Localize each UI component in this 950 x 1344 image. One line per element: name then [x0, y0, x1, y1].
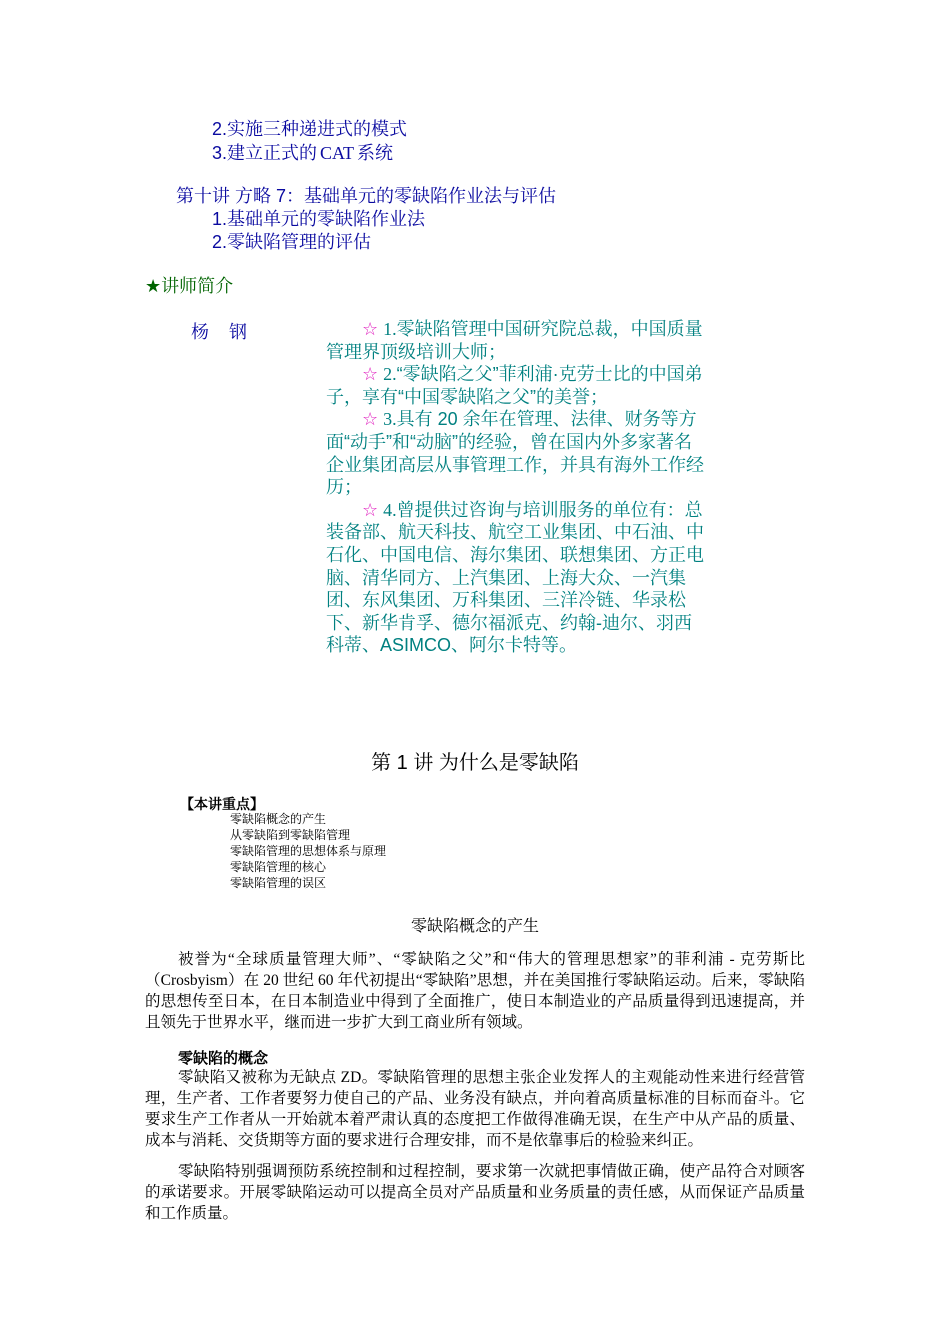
- bio-text: 具有 20 余年在管理、法律、财务等方面“动手”和“动脑”的经验，曾在国内外多家著名企业集团高层从事管理工作，并具有海外工作经历；: [326, 409, 704, 498]
- star-outline-icon: ☆: [362, 364, 379, 385]
- outline-item: 2.零缺陷管理的评估: [212, 232, 372, 252]
- lecture-one-title: 第 1 讲 为什么是零缺陷: [371, 752, 579, 774]
- keypoints-label: 【本讲重点】: [180, 796, 264, 812]
- lecturer-section-title: 讲师简介: [161, 276, 234, 296]
- outline-item: [212, 139, 393, 165]
- keypoint-item: 零缺陷管理的核心: [230, 860, 327, 874]
- outline-item-text: 3.建立正式的: [212, 143, 318, 163]
- lecture-ten-heading: 第十讲 方略 7：基础单元的零缺陷作业法与评估: [176, 186, 557, 206]
- lecturer-name: 杨 钢: [191, 322, 248, 342]
- bio-item: [326, 408, 706, 498]
- star-outline-icon: ☆: [362, 319, 379, 339]
- outline-item-latin: CAT: [320, 143, 355, 163]
- bio-text: 曾提供过咨询与培训服务的单位有：总装备部、航天科技、航空工业集团、中石油、中石化、中国电信、海尔集团、联想集团、方正电脑、清华同方、上汽集团、上海大众、一汽集团、东风集团、万科集团、三洋冷链、华录松下、新华肯孚、德尔福派克、约翰-迪尔、羽西科蒂、ASIMCO、阿尔卡特等。: [326, 499, 704, 656]
- bio-number: 2.: [383, 364, 397, 385]
- concept-heading: 零缺陷的概念: [178, 1050, 269, 1067]
- bio-number: 3.: [383, 409, 397, 430]
- outline-item: [212, 115, 407, 141]
- bio-text: 零缺陷管理中国研究院总裁，中国质量管理界顶级培训大师；: [326, 319, 703, 362]
- concept-paragraph: 零缺陷又被称为无缺点 ZD。零缺陷管理的思想主张企业发挥人的主观能动性来进行经营管理，生产者、工作者要努力使自己的产品、业务没有缺点，并向着高质量标准的目标而奋斗。它要求生产工作者从一开始就本着严肃认真的态度把工作做得准确无误，在生产中从产品的质量、成本与消耗、交货期等方面的要求进行合理安排，而不是依靠事后的检验来纠正。: [145, 1069, 805, 1149]
- keypoint-item: 零缺陷管理的误区: [230, 876, 327, 890]
- bio-item: [326, 499, 706, 657]
- star-icon: ★: [145, 276, 162, 296]
- outline-item-text: 2.实施三种递进式的模式: [212, 119, 408, 139]
- bio-item: [326, 363, 706, 408]
- bio-number: 4.: [383, 499, 397, 520]
- bio-text: “零缺陷之父”菲利浦·克劳士比的中国弟子，享有“中国零缺陷之父”的美誉；: [326, 364, 703, 407]
- keypoint-item: 从零缺陷到零缺陷管理: [230, 828, 351, 842]
- outline-item-text: 系统: [357, 143, 394, 163]
- bio-number: 1.: [383, 319, 397, 339]
- star-outline-icon: ☆: [362, 499, 379, 520]
- outline-item: 1.基础单元的零缺陷作业法: [212, 209, 426, 229]
- lecturer-section-heading: [145, 272, 233, 298]
- bio-item: [326, 318, 706, 363]
- concept-paragraph: 零缺陷特别强调预防系统控制和过程控制，要求第一次就把事情做正确，使产品符合对顾客的承诺要求。开展零缺陷运动可以提高全员对产品质量和业务质量的责任感，从而保证产品质量和工作质量。: [145, 1163, 805, 1222]
- intro-paragraph: 被誉为“全球质量管理大师”、“零缺陷之父”和“伟大的管理思想家”的菲利浦 - 克劳斯比（Crosbyism）在 20 世纪 60 年代初提出“零缺陷”思想，并在美国推行零缺陷运动。后来，零缺陷的思想传至日本，在日本制造业中得到了全面推广，使日本制造业的产品质量得到迅速提高，并且领先于世界水平，继而进一步扩大到工商业所有领域。: [145, 951, 805, 1031]
- section-title: 零缺陷概念的产生: [410, 918, 539, 935]
- lecturer-bio: [326, 318, 706, 657]
- keypoint-item: 零缺陷管理的思想体系与原理: [230, 844, 387, 858]
- star-outline-icon: ☆: [362, 409, 379, 430]
- keypoint-item: 零缺陷概念的产生: [230, 812, 327, 826]
